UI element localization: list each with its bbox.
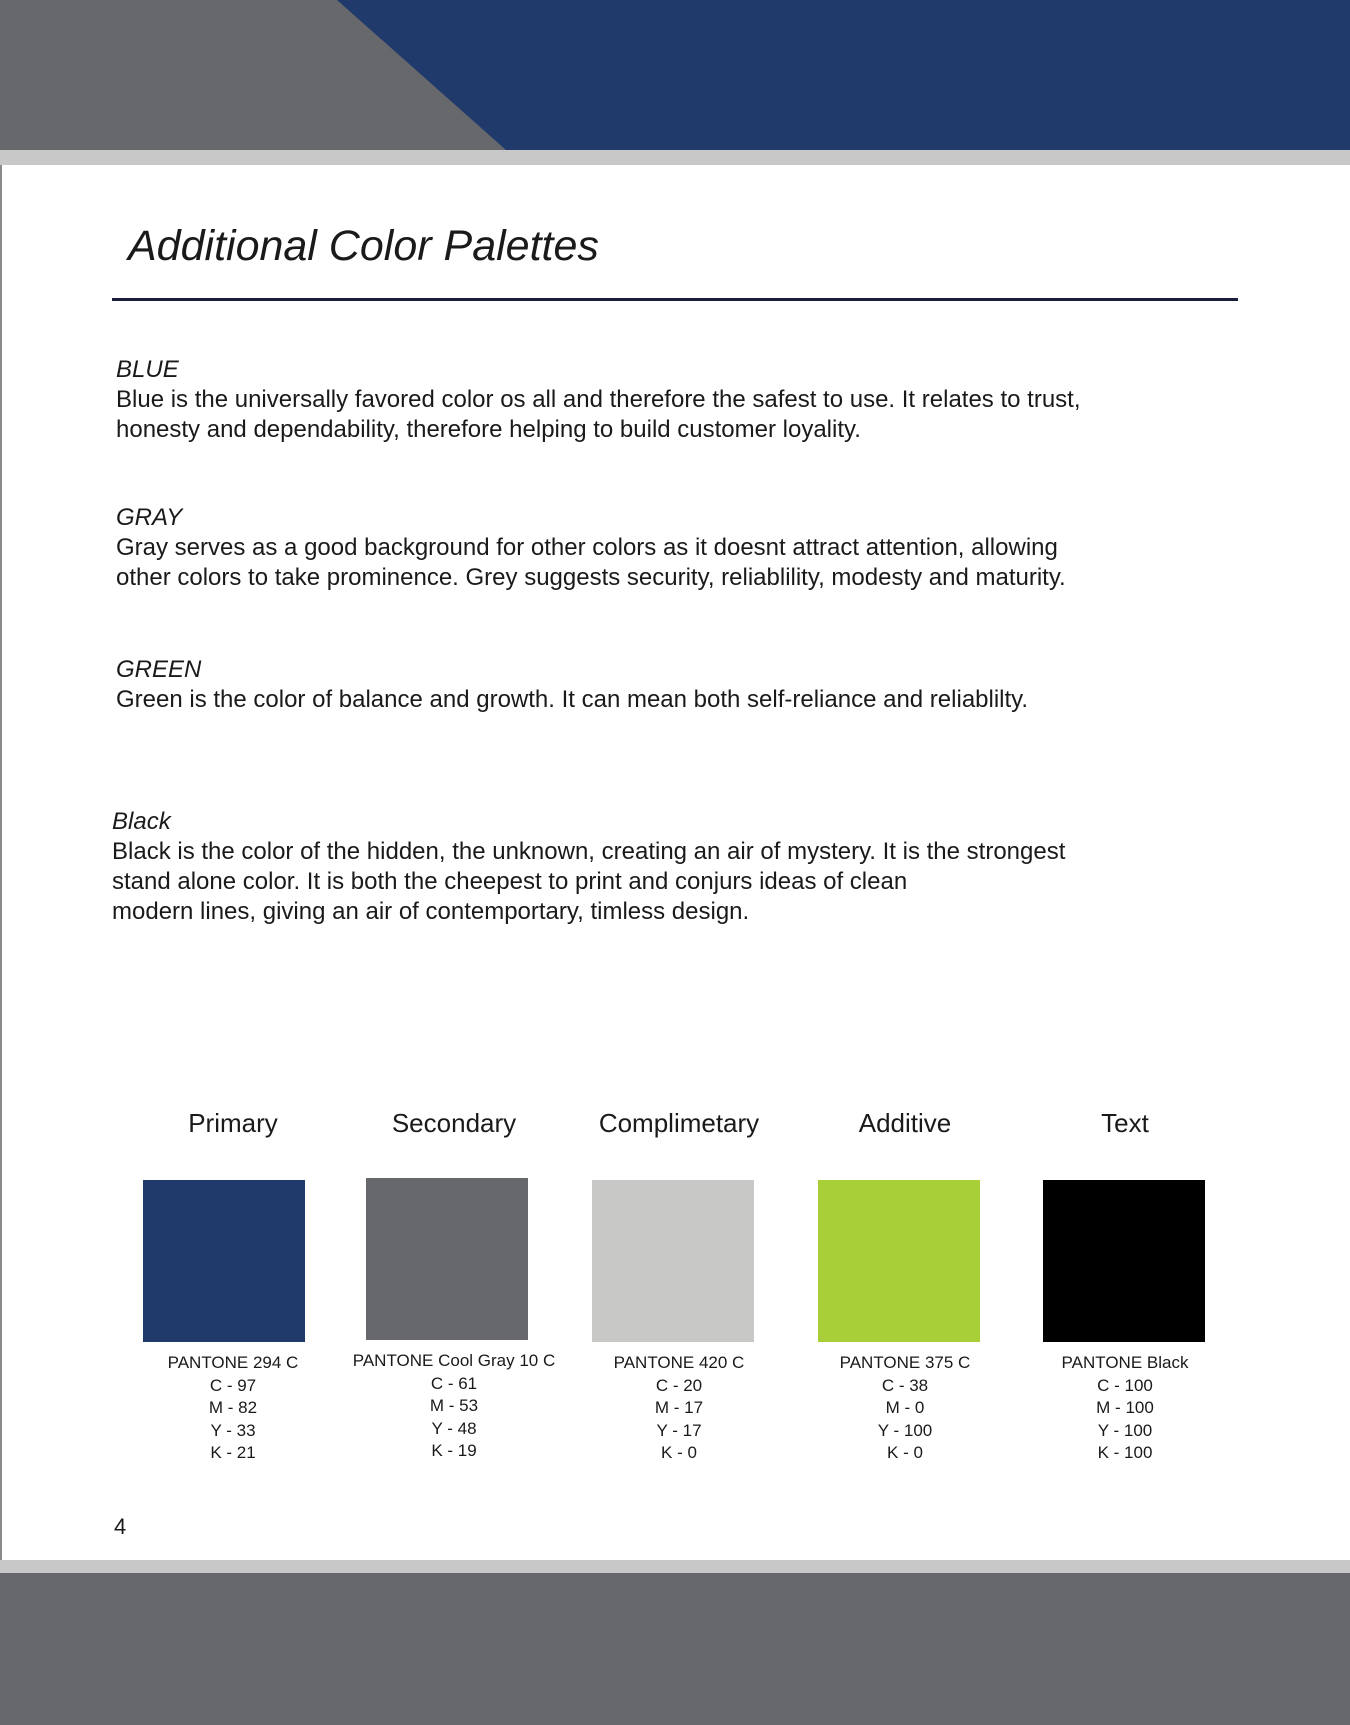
section-heading: BLUE bbox=[116, 356, 179, 383]
section-text-line: Green is the color of balance and growth. It can mean both self-reliance and reliablilty. bbox=[116, 686, 1029, 713]
pantone-label: PANTONE 375 C bbox=[839, 1353, 971, 1372]
cmyk-key: K - 21 bbox=[210, 1443, 256, 1462]
cmyk-cyan: C - 38 bbox=[881, 1375, 929, 1395]
section-green bbox=[116, 655, 1246, 715]
section-text-line: other colors to take prominence. Grey suggests security, reliablility, modesty and maturity. bbox=[116, 564, 1066, 591]
cmyk-yellow: Y - 100 bbox=[877, 1420, 933, 1440]
section-text-line: Black is the color of the hidden, the unknown, creating an air of mystery. It is the strongest bbox=[112, 838, 1066, 865]
cmyk-magenta: M - 82 bbox=[208, 1398, 258, 1417]
cmyk-magenta: M - 17 bbox=[654, 1398, 704, 1417]
palette-heading: Complimetary bbox=[598, 1108, 760, 1138]
section-heading: GREEN bbox=[116, 656, 202, 683]
swatch-additive bbox=[818, 1180, 980, 1342]
palette-heading: Additive bbox=[858, 1108, 952, 1138]
pantone-label: PANTONE 420 C bbox=[613, 1353, 745, 1372]
cmyk-cyan: C - 20 bbox=[655, 1375, 703, 1395]
footer-divider bbox=[0, 1560, 1350, 1573]
pantone-label: PANTONE 294 C bbox=[167, 1353, 299, 1372]
cmyk-cyan: C - 100 bbox=[1097, 1375, 1153, 1395]
swatch-secondary bbox=[366, 1178, 528, 1340]
section-blue bbox=[116, 355, 1246, 445]
cmyk-yellow: Y - 48 bbox=[431, 1418, 477, 1438]
page-number: 4 bbox=[114, 1514, 127, 1539]
cmyk-key: K - 100 bbox=[1097, 1443, 1153, 1462]
section-text-line: Blue is the universally favored color os all and therefore the safest to use. It relates to trust, bbox=[116, 386, 1081, 413]
cmyk-cyan: C - 97 bbox=[209, 1375, 257, 1395]
section-text-line: stand alone color. It is both the cheepest to print and conjurs ideas of clean bbox=[112, 868, 908, 895]
pantone-label: PANTONE Black bbox=[1061, 1353, 1189, 1372]
cmyk-yellow: Y - 33 bbox=[210, 1420, 256, 1440]
section-gray bbox=[116, 503, 1246, 593]
cmyk-yellow: Y - 100 bbox=[1097, 1420, 1153, 1440]
page-title: Additional Color Palettes bbox=[128, 222, 599, 270]
cmyk-key: K - 0 bbox=[887, 1443, 923, 1462]
cmyk-magenta: M - 0 bbox=[885, 1398, 925, 1417]
header-divider bbox=[0, 150, 1350, 165]
palette-specs bbox=[559, 1352, 799, 1465]
palette-heading: Primary bbox=[188, 1108, 278, 1138]
cmyk-key: K - 0 bbox=[661, 1443, 697, 1462]
swatch-text bbox=[1043, 1180, 1205, 1342]
cmyk-key: K - 19 bbox=[431, 1441, 477, 1460]
palette-heading: Secondary bbox=[391, 1108, 517, 1138]
section-heading: GRAY bbox=[116, 504, 183, 531]
cmyk-magenta: M - 53 bbox=[429, 1396, 479, 1415]
palette-specs bbox=[113, 1352, 353, 1465]
swatch-primary bbox=[143, 1180, 305, 1342]
footer-band bbox=[0, 1573, 1350, 1725]
pantone-label: PANTONE Cool Gray 10 C bbox=[352, 1351, 556, 1370]
title-underline bbox=[112, 298, 1238, 301]
palette-specs bbox=[785, 1352, 1025, 1465]
section-text-line: modern lines, giving an air of contemportary, timless design. bbox=[112, 898, 750, 925]
palette-heading: Text bbox=[1101, 1108, 1149, 1138]
cmyk-cyan: C - 61 bbox=[430, 1373, 478, 1393]
palette-specs bbox=[334, 1350, 574, 1463]
section-text-line: honesty and dependability, therefore helping to build customer loyality. bbox=[116, 416, 861, 443]
section-black bbox=[112, 807, 1242, 927]
palette-specs bbox=[1005, 1352, 1245, 1465]
swatch-complimetary bbox=[592, 1180, 754, 1342]
cmyk-yellow: Y - 17 bbox=[656, 1420, 702, 1440]
left-margin-rule bbox=[0, 165, 2, 1560]
cmyk-magenta: M - 100 bbox=[1096, 1398, 1154, 1417]
section-heading: Black bbox=[112, 808, 171, 835]
section-text-line: Gray serves as a good background for other colors as it doesnt attract attention, allowing bbox=[116, 534, 1058, 561]
